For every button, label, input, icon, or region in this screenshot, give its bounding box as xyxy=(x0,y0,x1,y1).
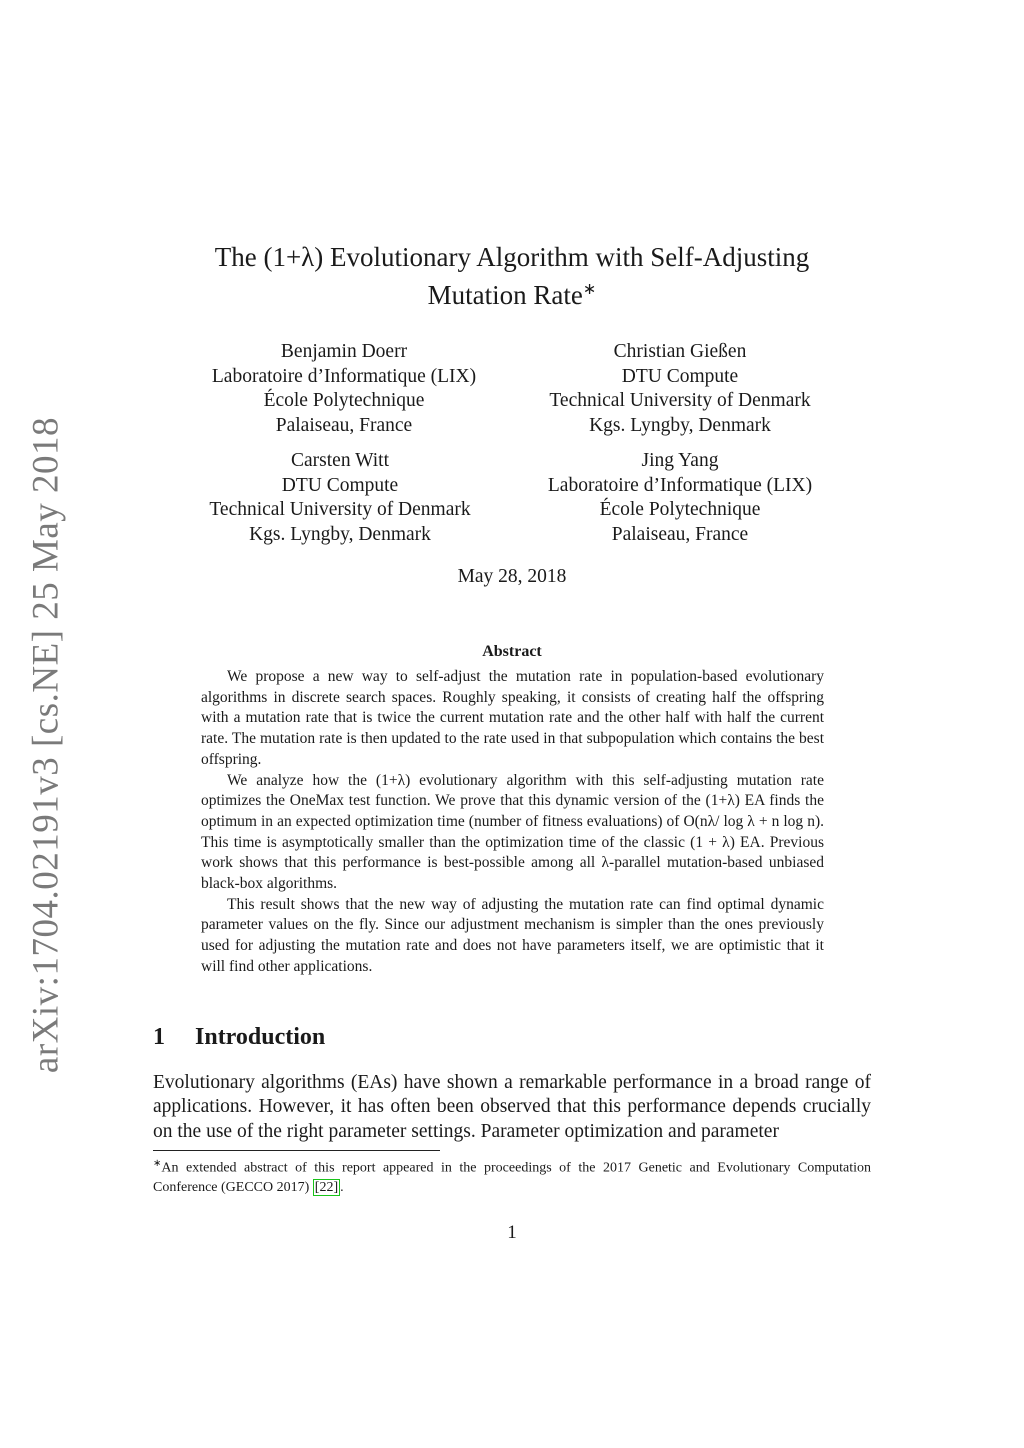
paper-title xyxy=(150,238,874,314)
author-block-giessen xyxy=(500,340,860,438)
section-heading-introduction xyxy=(153,1024,325,1051)
footnote-mark: ∗ xyxy=(153,1158,162,1169)
publication-date: May 28, 2018 xyxy=(457,566,567,587)
author-name: Carsten Witt xyxy=(291,450,389,471)
author-affiliation: DTU Compute xyxy=(621,365,739,387)
author-block-doerr xyxy=(164,340,524,438)
title-line-2: Mutation Rate xyxy=(427,280,583,310)
author-affiliation: Laboratoire d’Informatique (LIX) xyxy=(547,474,813,496)
author-location: Palaiseau, France xyxy=(275,414,413,436)
footnote-divider xyxy=(153,1150,440,1151)
author-affiliation: Laboratoire d’Informatique (LIX) xyxy=(211,365,477,387)
abstract-paragraph: This result shows that the new way of adjusting the mutation rate can find optimal dynamic parameter values on the fly. Since our adjustment mechanism is simpler than the ones previously used for adjusting the mutation rate and does not have parameters itself, we are optimistic that it will find other applications. xyxy=(201,895,824,975)
section-title: Introduction xyxy=(195,1024,326,1050)
abstract-body xyxy=(201,667,824,978)
abstract-paragraph: We analyze how the (1+λ) evolutionary algorithm with this self-adjusting mutation rate optimizes the OneMax test function. We prove that this dynamic version of the (1+λ) EA finds the optimum in an expected optimization time (number of fitness evaluations) of O(nλ/ log λ + n log n). This time is asymptotically smaller than the optimization time of the classic (1 + λ) EA. Previous work shows that this performance is best-possible among all λ-parallel mutation-based unbiased black-box algorithms. xyxy=(201,771,824,893)
author-block-witt xyxy=(160,449,520,547)
author-institution: Technical University of Denmark xyxy=(209,499,471,520)
author-name: Christian Gießen xyxy=(613,341,747,362)
author-institution: École Polytechnique xyxy=(263,390,425,411)
title-line-1: The (1+λ) Evolutionary Algorithm with Self-Adjusting xyxy=(214,242,810,272)
author-location: Kgs. Lyngby, Denmark xyxy=(249,523,431,545)
footnote xyxy=(153,1154,871,1198)
author-location: Palaiseau, France xyxy=(611,523,749,545)
footnote-end: . xyxy=(340,1180,344,1196)
abstract-heading: Abstract xyxy=(482,643,542,660)
author-institution: École Polytechnique xyxy=(599,499,761,520)
author-affiliation: DTU Compute xyxy=(281,474,399,496)
footnote-text: An extended abstract of this report appeared in the proceedings of the 2017 Genetic and Evolutionary Computation Conference (GECCO 2017) xyxy=(153,1160,871,1196)
section-number: 1 xyxy=(153,1024,165,1050)
author-name: Jing Yang xyxy=(641,450,719,471)
arxiv-identifier[interactable]: arXiv:1704.02191v3 [cs.NE] 25 May 2018 xyxy=(25,416,67,1074)
abstract-paragraph: We propose a new way to self-adjust the mutation rate in population-based evolutionary algorithms in discrete search spaces. Roughly speaking, it consists of creating half the offspring with a mutation rate that is twice the current mutation rate and the other half with half the current rate. The mutation rate is then updated to the rate used in that subpopulation which contains the best offspring. xyxy=(201,668,824,768)
title-footnote-mark[interactable]: ∗ xyxy=(582,281,597,298)
page-number: 1 xyxy=(507,1222,517,1243)
author-institution: Technical University of Denmark xyxy=(549,390,811,411)
citation-link[interactable]: [22] xyxy=(314,1180,339,1196)
author-location: Kgs. Lyngby, Denmark xyxy=(589,414,771,436)
author-name: Benjamin Doerr xyxy=(280,341,408,362)
introduction-paragraph: Evolutionary algorithms (EAs) have shown a remarkable performance in a broad range of applications. However, it has often been observed that this performance depends crucially on the use of the right parameter settings. Parameter optimization and parameter xyxy=(153,1072,871,1142)
author-block-yang xyxy=(500,449,860,547)
